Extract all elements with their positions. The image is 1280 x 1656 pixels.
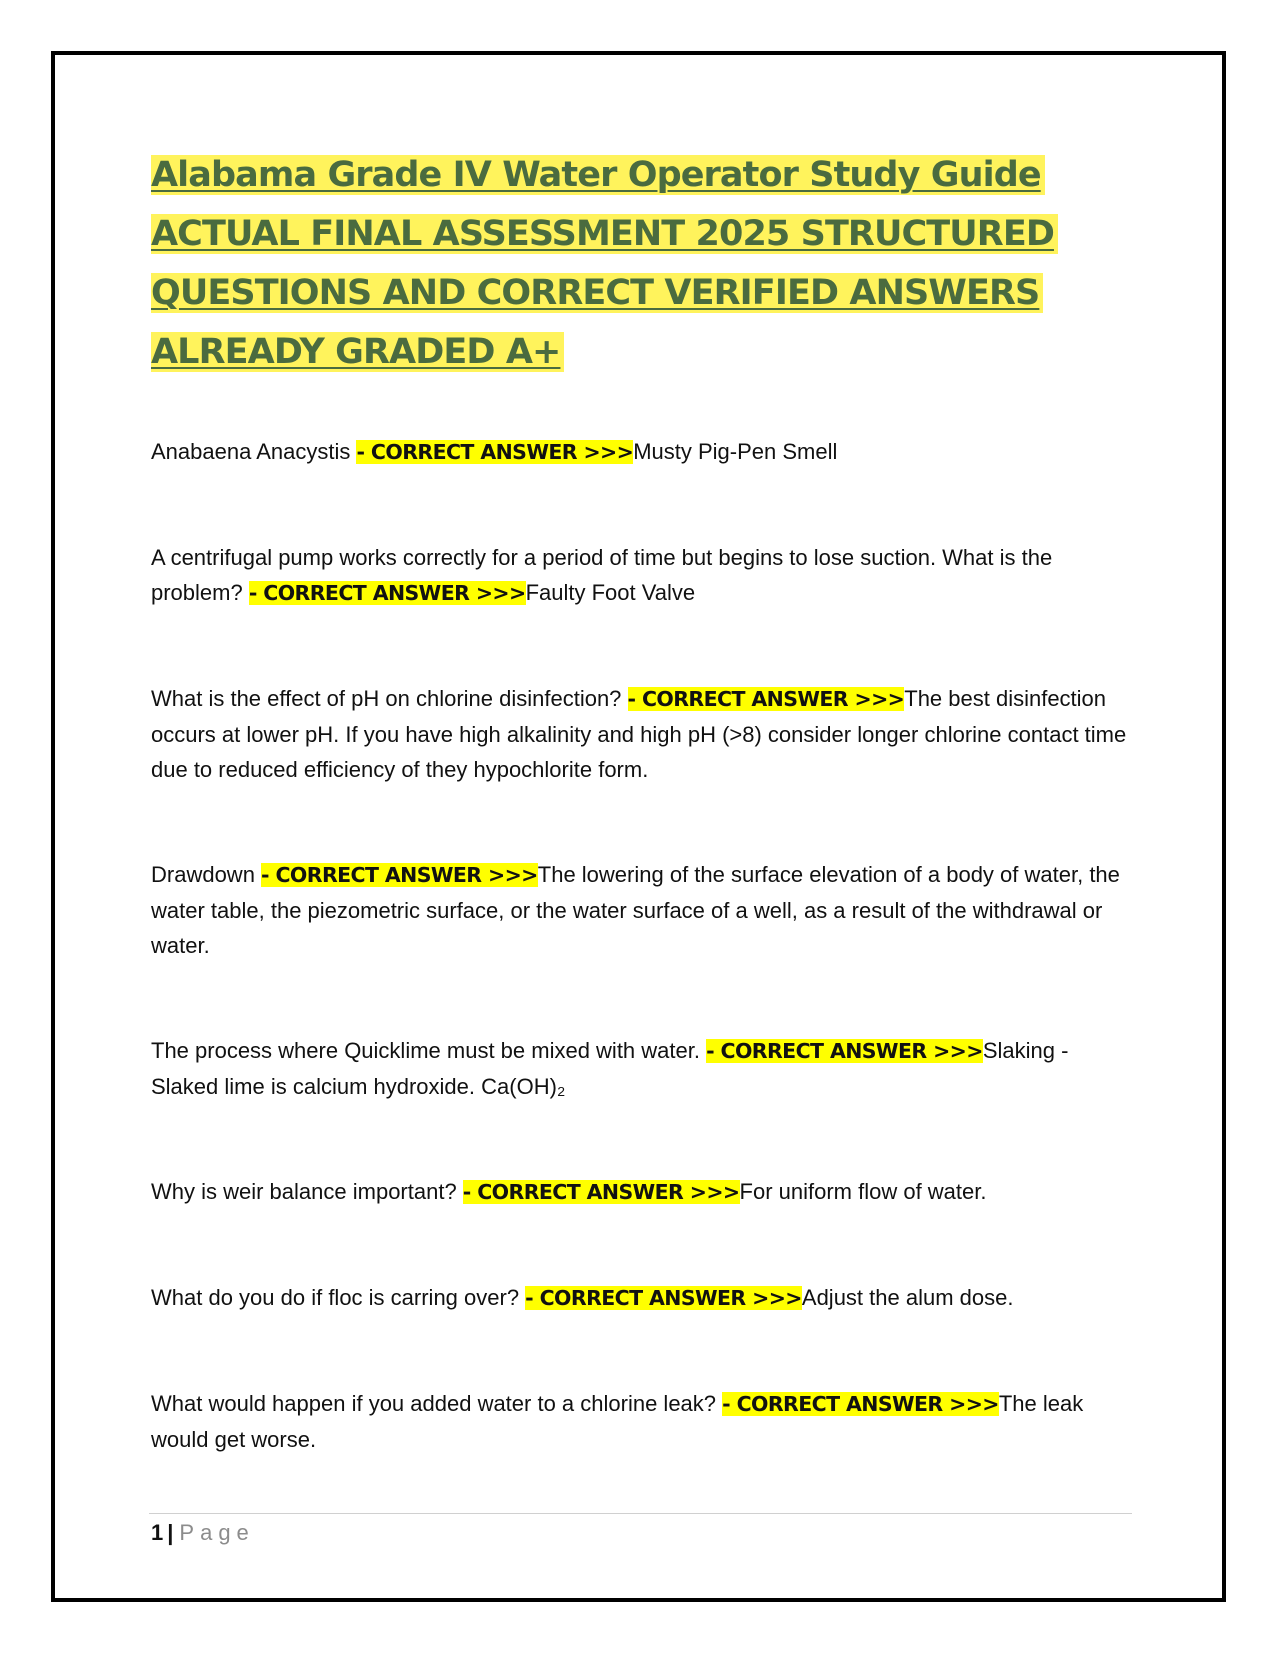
page-footer xyxy=(151,1518,255,1548)
correct-answer-marker: - CORRECT ANSWER >>> xyxy=(627,687,905,711)
answer-text: Faulty Foot Valve xyxy=(525,580,696,605)
correct-answer-marker: - CORRECT ANSWER >>> xyxy=(722,1392,999,1416)
question-text: A centrifugal pump works correctly for a period of time but begins to lose suction. What is the problem? xyxy=(151,545,1053,605)
footer-divider xyxy=(149,1513,1132,1514)
answer-text: For uniform flow of water. xyxy=(739,1179,987,1204)
qa-item xyxy=(151,540,1131,611)
footer-separator: | xyxy=(167,1520,174,1545)
correct-answer-marker: - CORRECT ANSWER >>> xyxy=(356,440,634,464)
question-text: Anabaena Anacystis xyxy=(151,439,357,464)
correct-answer-marker: - CORRECT ANSWER >>> xyxy=(462,1180,740,1204)
title-line-2: ACTUAL FINAL ASSESSMENT 2025 STRUCTURED xyxy=(151,214,1058,254)
answer-text: Musty Pig-Pen Smell xyxy=(633,439,838,464)
question-text: What do you do if floc is carring over? xyxy=(151,1285,526,1310)
correct-answer-marker: - CORRECT ANSWER >>> xyxy=(261,863,538,887)
correct-answer-marker: - CORRECT ANSWER >>> xyxy=(706,1039,983,1063)
answer-text: Slaking - Slaked lime is calcium hydroxide. Ca(OH)₂ xyxy=(151,1038,1069,1099)
answer-text: The leak would get worse. xyxy=(151,1391,1084,1452)
document-title xyxy=(151,146,1131,382)
correct-answer-marker: - CORRECT ANSWER >>> xyxy=(525,1286,802,1310)
question-text: What would happen if you added water to a chlorine leak? xyxy=(151,1391,723,1416)
page-number: 1 xyxy=(151,1520,164,1545)
answer-text: The lowering of the surface elevation of a body of water, the water table, the piezometric surface, or the water surface of a well, as a result of the withdrawal or water. xyxy=(151,862,1120,958)
qa-item xyxy=(151,857,1131,963)
qa-item xyxy=(151,1174,1131,1210)
title-line-1: Alabama Grade IV Water Operator Study Guide xyxy=(151,155,1045,195)
document-body xyxy=(151,146,1131,1457)
question-text: Drawdown xyxy=(151,862,262,887)
qa-item xyxy=(151,434,1131,470)
question-text: What is the effect of pH on chlorine disinfection? xyxy=(151,686,628,711)
qa-item xyxy=(151,681,1131,787)
qa-item xyxy=(151,1386,1131,1457)
title-line-3: QUESTIONS AND CORRECT VERIFIED ANSWERS xyxy=(151,273,1043,313)
question-text: Why is weir balance important? xyxy=(151,1179,463,1204)
answer-text: Adjust the alum dose. xyxy=(801,1285,1014,1310)
qa-item xyxy=(151,1033,1131,1104)
page-label: Page xyxy=(179,1520,255,1545)
title-line-4: ALREADY GRADED A+ xyxy=(151,332,564,372)
question-text: The process where Quicklime must be mixed with water. xyxy=(151,1038,707,1063)
correct-answer-marker: - CORRECT ANSWER >>> xyxy=(248,581,526,605)
qa-list xyxy=(151,434,1131,1457)
qa-item xyxy=(151,1280,1131,1316)
answer-text: The best disinfection occurs at lower pH. If you have high alkalinity and high pH (>8) consider longer chlorine contact time due to reduced efficiency of they hypochlorite form. xyxy=(151,686,1127,782)
